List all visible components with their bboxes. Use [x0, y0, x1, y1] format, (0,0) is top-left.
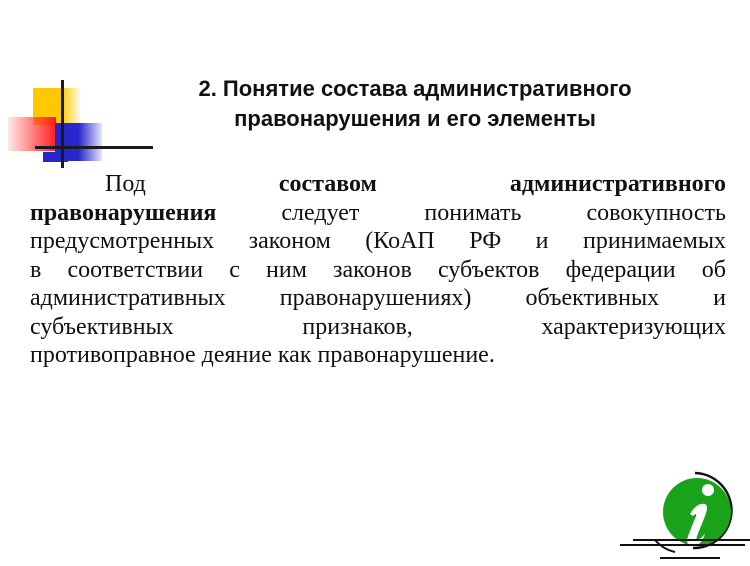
word: законом — [248, 228, 331, 254]
info-icon — [615, 470, 750, 561]
word: и — [535, 228, 549, 254]
word: с — [229, 256, 240, 283]
paragraph-line — [30, 256, 726, 285]
word: соответствии — [67, 256, 204, 283]
paragraph-line — [30, 199, 726, 228]
word: противоправное деяние как правонарушение. — [30, 342, 495, 368]
word: законов — [333, 256, 412, 283]
word: административных — [30, 285, 226, 311]
word: ним — [266, 256, 307, 283]
word: принимаемых — [582, 228, 726, 254]
word: субъектов — [437, 256, 540, 283]
paragraph-line — [30, 284, 726, 313]
paragraph-line — [30, 170, 726, 199]
slide-title — [140, 74, 690, 134]
paragraph-line — [30, 313, 726, 342]
word: в — [30, 256, 42, 283]
bold-word: административного — [509, 171, 726, 197]
word: правонарушениях) — [279, 285, 472, 311]
definition-paragraph — [30, 170, 726, 370]
word: характеризующих — [541, 313, 726, 340]
paragraph-line — [30, 341, 726, 370]
word: федерации — [565, 256, 676, 283]
title-line: 2. Понятие состава административного — [198, 76, 632, 101]
word: и — [713, 285, 726, 311]
paragraph-line — [30, 227, 726, 256]
word: понимать — [424, 199, 522, 226]
word: РФ — [469, 228, 502, 254]
word: объективных — [525, 285, 660, 311]
word: признаков, — [302, 313, 413, 340]
word: Под — [105, 171, 146, 197]
word: следует — [281, 199, 360, 226]
word: (КоАП — [365, 228, 435, 254]
title-line: правонарушения и его элементы — [234, 106, 596, 131]
word: совокупность — [586, 199, 726, 226]
word: субъективных — [30, 313, 174, 340]
word: предусмотренных — [30, 228, 215, 254]
word: об — [701, 256, 726, 283]
decorative-logo — [0, 0, 160, 180]
bold-word: правонарушения — [30, 199, 217, 226]
bold-word: составом — [278, 171, 377, 197]
